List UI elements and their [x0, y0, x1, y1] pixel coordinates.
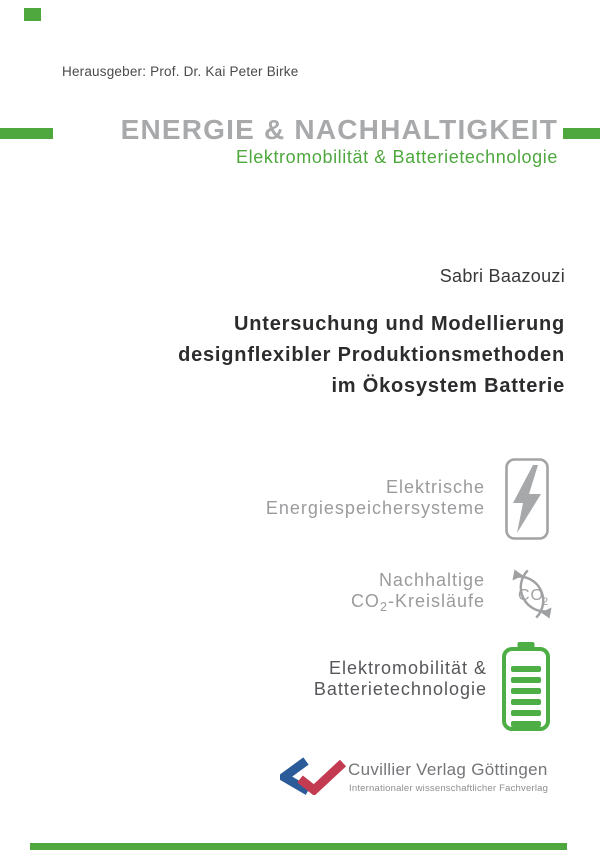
- book-title-line1: Untersuchung und Modellierung: [234, 313, 565, 335]
- bottom-rule: [30, 843, 567, 850]
- banner-bar-right: [563, 128, 600, 139]
- battery-lightning-icon: [504, 457, 550, 541]
- book-title: [178, 309, 565, 402]
- series-title: ENERGIE & NACHHALTIGKEIT: [120, 114, 558, 145]
- cuvillier-logo-icon: [280, 757, 346, 795]
- topic2-line2: [351, 591, 485, 618]
- topic-label-co2-kreislaeufe: [351, 570, 485, 618]
- publisher-name: Cuvillier Verlag Göttingen: [348, 760, 548, 779]
- co2-text: CO: [350, 591, 380, 611]
- series-corner-mark: [24, 8, 41, 21]
- book-title-line2: designflexibler Produktionsmethoden: [178, 344, 565, 366]
- co2-cycle-icon: [502, 564, 562, 624]
- book-title-line3: im Ökosystem Batterie: [331, 375, 565, 397]
- topic-label-energiespeicher: [266, 477, 485, 519]
- svg-text:2: 2: [542, 596, 549, 608]
- series-subtitle: Elektromobilität & Batterietechnologie: [236, 147, 558, 167]
- topic-label-batterietechnologie: [314, 658, 487, 700]
- kreislaeufe-text: -Kreisläufe: [387, 591, 485, 611]
- topic2-line1: Nachhaltige: [378, 570, 485, 590]
- publisher-tagline: Internationaler wissenschaftlicher Fachverlag: [349, 783, 549, 794]
- author-name: Sabri Baazouzi: [439, 266, 565, 286]
- topic3-line1: Elektromobilität &: [328, 658, 487, 678]
- topic1-line2: Energiespeichersysteme: [265, 498, 485, 518]
- svg-text:CO: CO: [518, 587, 544, 604]
- co2-subscript: 2: [379, 600, 388, 614]
- topic3-line2: Batterietechnologie: [313, 679, 487, 699]
- topic1-line1: Elektrische: [385, 477, 485, 497]
- banner-bar-left: [0, 128, 53, 139]
- battery-level-icon: [501, 642, 551, 732]
- editor-line: Herausgeber: Prof. Dr. Kai Peter Birke: [62, 64, 299, 79]
